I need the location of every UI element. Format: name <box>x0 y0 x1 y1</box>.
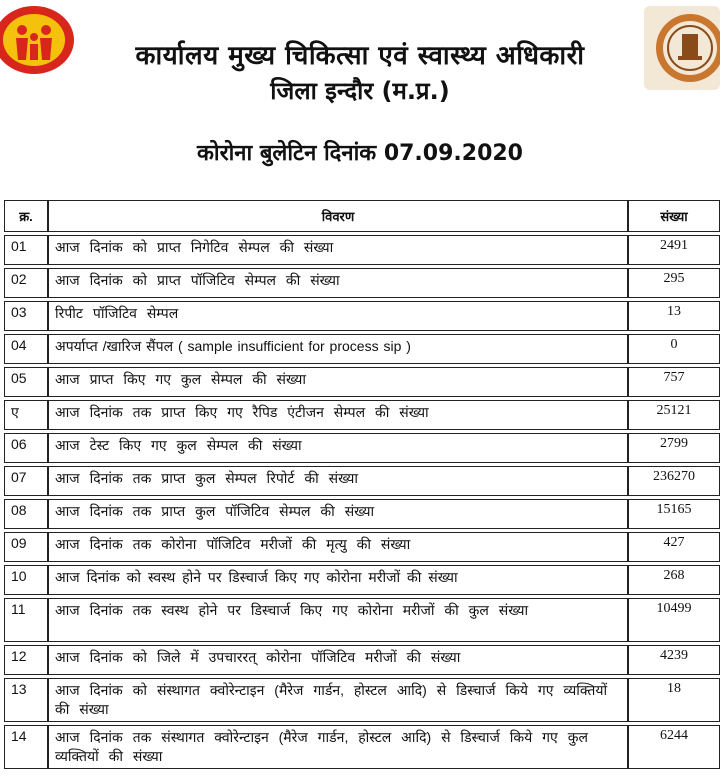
table-row <box>4 235 720 265</box>
row-serial: 02 <box>4 268 48 298</box>
row-serial: 03 <box>4 301 48 331</box>
row-description: आज दिनांक तक स्वस्थ होने पर डिस्चार्ज किए गए कोरोना मरीजों की कुल संख्या <box>48 598 628 642</box>
row-serial: 07 <box>4 466 48 496</box>
table-row <box>4 645 720 675</box>
row-count: 13 <box>628 301 720 331</box>
table-row <box>4 268 720 298</box>
row-description: अपर्याप्त /खारिज सैंपल ( sample insufficient for process sip ) <box>48 334 628 364</box>
header-count: संख्या <box>628 200 720 232</box>
row-serial: ए <box>4 400 48 430</box>
row-count: 4239 <box>628 645 720 675</box>
table-row <box>4 678 720 722</box>
row-count: 2799 <box>628 433 720 463</box>
row-count: 18 <box>628 678 720 722</box>
row-description: आज दिनांक तक प्राप्त कुल सेम्पल रिपोर्ट की संख्या <box>48 466 628 496</box>
table-row <box>4 400 720 430</box>
district-title: जिला इन्दौर (म.प्र.) <box>270 77 450 105</box>
row-count: 427 <box>628 532 720 562</box>
row-count: 295 <box>628 268 720 298</box>
bulletin-title: कोरोना बुलेटिन दिनांक 07.09.2020 <box>196 141 523 166</box>
row-serial: 09 <box>4 532 48 562</box>
row-count: 10499 <box>628 598 720 642</box>
table-row <box>4 565 720 595</box>
row-count: 2491 <box>628 235 720 265</box>
header-serial: क्र. <box>4 200 48 232</box>
bulletin-table <box>4 197 720 772</box>
table-row <box>4 499 720 529</box>
header-description: विवरण <box>48 200 628 232</box>
row-serial: 04 <box>4 334 48 364</box>
row-count: 6244 <box>628 725 720 769</box>
row-description: आज दिनांक को प्राप्त पॉजिटिव सेम्पल की संख्या <box>48 268 628 298</box>
table-row <box>4 466 720 496</box>
table-row <box>4 367 720 397</box>
row-description: आज दिनांक को जिले में उपचाररत् कोरोना पॉजिटिव मरीजों की संख्या <box>48 645 628 675</box>
row-description: रिपीट पॉजिटिव सेम्पल <box>48 301 628 331</box>
row-count: 236270 <box>628 466 720 496</box>
row-description: आज प्राप्त किए गए कुल सेम्पल की संख्या <box>48 367 628 397</box>
row-serial: 06 <box>4 433 48 463</box>
office-title: कार्यालय मुख्य चिकित्सा एवं स्वास्थ्य अधिकारी <box>135 41 585 71</box>
row-description: आज दिनांक तक प्राप्त किए गए रैपिड एंटीजन सेम्पल की संख्या <box>48 400 628 430</box>
row-count: 268 <box>628 565 720 595</box>
row-description: आज दिनांक तक संस्थागत क्वोरेन्टाइन (मैरेज गार्डन, होस्टल आदि) से डिस्चार्ज किये गए कुल व्यक्तियों की संख्या <box>48 725 628 769</box>
row-serial: 05 <box>4 367 48 397</box>
row-serial: 01 <box>4 235 48 265</box>
row-description: आज दिनांक तक कोरोना पॉजिटिव मरीजों की मृत्यु की संख्या <box>48 532 628 562</box>
row-count: 0 <box>628 334 720 364</box>
row-serial: 12 <box>4 645 48 675</box>
row-description: आज टेस्ट किए गए कुल सेम्पल की संख्या <box>48 433 628 463</box>
row-count: 25121 <box>628 400 720 430</box>
row-description: आज दिनांक तक प्राप्त कुल पॉजिटिव सेम्पल की संख्या <box>48 499 628 529</box>
row-description: आज दिनांक को संस्थागत क्वोरेन्टाइन (मैरेज गार्डन, होस्टल आदि) से डिस्चार्ज किये गए व्यक्तियों की संख्या <box>48 678 628 722</box>
table-row <box>4 532 720 562</box>
table-row <box>4 301 720 331</box>
row-serial: 11 <box>4 598 48 642</box>
row-serial: 13 <box>4 678 48 722</box>
row-description: आज दिनांक को स्वस्थ होने पर डिस्चार्ज किए गए कोरोना मरीजों की संख्या <box>48 565 628 595</box>
table-row <box>4 725 720 769</box>
row-description: आज दिनांक को प्राप्त निगेटिव सेम्पल की संख्या <box>48 235 628 265</box>
row-count: 757 <box>628 367 720 397</box>
row-serial: 08 <box>4 499 48 529</box>
row-serial: 10 <box>4 565 48 595</box>
row-count: 15165 <box>628 499 720 529</box>
table-row <box>4 334 720 364</box>
table-row <box>4 598 720 642</box>
row-serial: 14 <box>4 725 48 769</box>
table-row <box>4 433 720 463</box>
